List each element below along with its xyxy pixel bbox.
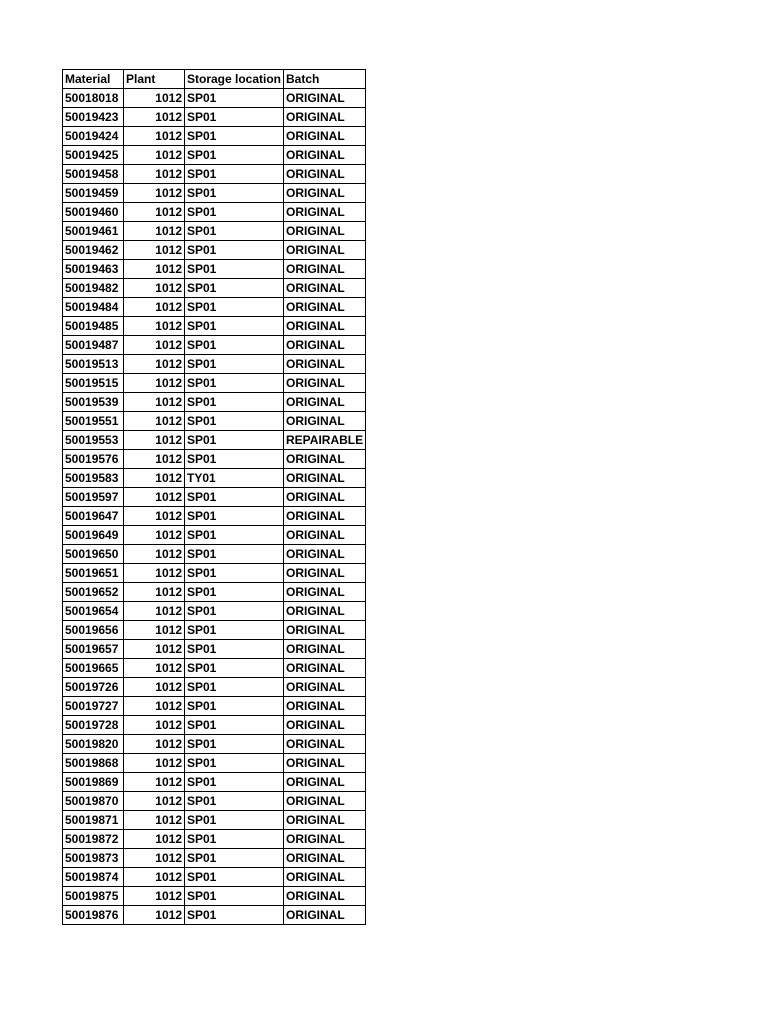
cell-plant: 1012 xyxy=(124,431,185,450)
cell-batch: ORIGINAL xyxy=(284,697,366,716)
cell-material: 50019870 xyxy=(63,792,124,811)
cell-plant: 1012 xyxy=(124,526,185,545)
cell-batch: ORIGINAL xyxy=(284,127,366,146)
table-row xyxy=(63,887,366,906)
table-row xyxy=(63,184,366,203)
cell-storage-location: SP01 xyxy=(185,317,284,336)
cell-batch: ORIGINAL xyxy=(284,659,366,678)
cell-material: 50019654 xyxy=(63,602,124,621)
cell-plant: 1012 xyxy=(124,792,185,811)
cell-storage-location: SP01 xyxy=(185,906,284,925)
cell-batch: ORIGINAL xyxy=(284,412,366,431)
cell-plant: 1012 xyxy=(124,412,185,431)
cell-material: 50019728 xyxy=(63,716,124,735)
cell-storage-location: SP01 xyxy=(185,222,284,241)
header-row xyxy=(63,70,366,89)
cell-plant: 1012 xyxy=(124,811,185,830)
table-row xyxy=(63,298,366,317)
cell-storage-location: SP01 xyxy=(185,355,284,374)
cell-plant: 1012 xyxy=(124,887,185,906)
cell-plant: 1012 xyxy=(124,583,185,602)
cell-plant: 1012 xyxy=(124,716,185,735)
cell-storage-location: SP01 xyxy=(185,165,284,184)
cell-material: 50019576 xyxy=(63,450,124,469)
cell-plant: 1012 xyxy=(124,184,185,203)
cell-storage-location: SP01 xyxy=(185,184,284,203)
cell-storage-location: SP01 xyxy=(185,849,284,868)
cell-batch: REPAIRABLE xyxy=(284,431,366,450)
cell-storage-location: SP01 xyxy=(185,564,284,583)
cell-material: 50019484 xyxy=(63,298,124,317)
cell-plant: 1012 xyxy=(124,906,185,925)
cell-material: 50019727 xyxy=(63,697,124,716)
cell-storage-location: SP01 xyxy=(185,127,284,146)
cell-storage-location: SP01 xyxy=(185,336,284,355)
cell-plant: 1012 xyxy=(124,336,185,355)
cell-batch: ORIGINAL xyxy=(284,773,366,792)
cell-material: 50019657 xyxy=(63,640,124,659)
cell-plant: 1012 xyxy=(124,507,185,526)
cell-batch: ORIGINAL xyxy=(284,735,366,754)
cell-storage-location: SP01 xyxy=(185,868,284,887)
cell-storage-location: SP01 xyxy=(185,393,284,412)
table-row xyxy=(63,469,366,488)
cell-plant: 1012 xyxy=(124,279,185,298)
cell-storage-location: SP01 xyxy=(185,621,284,640)
table-row xyxy=(63,754,366,773)
header-storage-location: Storage location xyxy=(185,70,284,89)
table-row xyxy=(63,393,366,412)
cell-storage-location: SP01 xyxy=(185,108,284,127)
cell-storage-location: SP01 xyxy=(185,716,284,735)
cell-plant: 1012 xyxy=(124,241,185,260)
cell-material: 50019876 xyxy=(63,906,124,925)
cell-material: 50019650 xyxy=(63,545,124,564)
cell-storage-location: SP01 xyxy=(185,773,284,792)
table-row xyxy=(63,488,366,507)
cell-batch: ORIGINAL xyxy=(284,792,366,811)
cell-plant: 1012 xyxy=(124,697,185,716)
cell-batch: ORIGINAL xyxy=(284,203,366,222)
cell-plant: 1012 xyxy=(124,374,185,393)
cell-plant: 1012 xyxy=(124,298,185,317)
cell-plant: 1012 xyxy=(124,735,185,754)
table-row xyxy=(63,222,366,241)
cell-plant: 1012 xyxy=(124,602,185,621)
cell-plant: 1012 xyxy=(124,108,185,127)
cell-material: 50019462 xyxy=(63,241,124,260)
cell-batch: ORIGINAL xyxy=(284,450,366,469)
table-row xyxy=(63,108,366,127)
cell-storage-location: SP01 xyxy=(185,830,284,849)
cell-batch: ORIGINAL xyxy=(284,811,366,830)
table-row xyxy=(63,260,366,279)
cell-storage-location: SP01 xyxy=(185,887,284,906)
cell-material: 50019873 xyxy=(63,849,124,868)
cell-batch: ORIGINAL xyxy=(284,564,366,583)
cell-storage-location: SP01 xyxy=(185,431,284,450)
cell-plant: 1012 xyxy=(124,849,185,868)
cell-batch: ORIGINAL xyxy=(284,317,366,336)
cell-batch: ORIGINAL xyxy=(284,906,366,925)
cell-batch: ORIGINAL xyxy=(284,887,366,906)
cell-plant: 1012 xyxy=(124,830,185,849)
cell-batch: ORIGINAL xyxy=(284,678,366,697)
cell-storage-location: SP01 xyxy=(185,260,284,279)
cell-plant: 1012 xyxy=(124,89,185,108)
cell-material: 50019651 xyxy=(63,564,124,583)
cell-plant: 1012 xyxy=(124,545,185,564)
table-row xyxy=(63,526,366,545)
cell-material: 50019425 xyxy=(63,146,124,165)
cell-plant: 1012 xyxy=(124,564,185,583)
cell-batch: ORIGINAL xyxy=(284,469,366,488)
cell-material: 50019872 xyxy=(63,830,124,849)
cell-storage-location: SP01 xyxy=(185,602,284,621)
cell-material: 50019424 xyxy=(63,127,124,146)
cell-material: 50019875 xyxy=(63,887,124,906)
cell-plant: 1012 xyxy=(124,355,185,374)
table-row xyxy=(63,830,366,849)
cell-plant: 1012 xyxy=(124,868,185,887)
cell-batch: ORIGINAL xyxy=(284,545,366,564)
table-row xyxy=(63,165,366,184)
cell-batch: ORIGINAL xyxy=(284,355,366,374)
cell-material: 50018018 xyxy=(63,89,124,108)
cell-material: 50019487 xyxy=(63,336,124,355)
cell-material: 50019551 xyxy=(63,412,124,431)
cell-material: 50019597 xyxy=(63,488,124,507)
cell-material: 50019463 xyxy=(63,260,124,279)
table-row xyxy=(63,906,366,925)
table-row xyxy=(63,127,366,146)
table-row xyxy=(63,735,366,754)
cell-material: 50019539 xyxy=(63,393,124,412)
cell-material: 50019665 xyxy=(63,659,124,678)
table-row xyxy=(63,203,366,222)
table-row xyxy=(63,146,366,165)
cell-material: 50019652 xyxy=(63,583,124,602)
cell-batch: ORIGINAL xyxy=(284,830,366,849)
table-row xyxy=(63,621,366,640)
cell-storage-location: SP01 xyxy=(185,298,284,317)
table-row xyxy=(63,583,366,602)
header-material: Material xyxy=(63,70,124,89)
cell-storage-location: SP01 xyxy=(185,526,284,545)
table-row xyxy=(63,602,366,621)
cell-material: 50019458 xyxy=(63,165,124,184)
table-row xyxy=(63,336,366,355)
cell-material: 50019459 xyxy=(63,184,124,203)
cell-batch: ORIGINAL xyxy=(284,849,366,868)
cell-material: 50019820 xyxy=(63,735,124,754)
table-row xyxy=(63,279,366,298)
cell-batch: ORIGINAL xyxy=(284,184,366,203)
cell-material: 50019553 xyxy=(63,431,124,450)
cell-batch: ORIGINAL xyxy=(284,241,366,260)
cell-plant: 1012 xyxy=(124,640,185,659)
cell-batch: ORIGINAL xyxy=(284,89,366,108)
cell-storage-location: SP01 xyxy=(185,754,284,773)
table-row xyxy=(63,792,366,811)
cell-material: 50019726 xyxy=(63,678,124,697)
cell-batch: ORIGINAL xyxy=(284,298,366,317)
cell-storage-location: SP01 xyxy=(185,146,284,165)
cell-storage-location: SP01 xyxy=(185,203,284,222)
cell-material: 50019485 xyxy=(63,317,124,336)
cell-batch: ORIGINAL xyxy=(284,393,366,412)
cell-plant: 1012 xyxy=(124,393,185,412)
cell-batch: ORIGINAL xyxy=(284,279,366,298)
cell-material: 50019460 xyxy=(63,203,124,222)
cell-plant: 1012 xyxy=(124,260,185,279)
table-row xyxy=(63,564,366,583)
cell-batch: ORIGINAL xyxy=(284,868,366,887)
cell-material: 50019869 xyxy=(63,773,124,792)
cell-plant: 1012 xyxy=(124,469,185,488)
cell-plant: 1012 xyxy=(124,317,185,336)
table-row xyxy=(63,355,366,374)
cell-storage-location: SP01 xyxy=(185,583,284,602)
cell-storage-location: TY01 xyxy=(185,469,284,488)
cell-storage-location: SP01 xyxy=(185,507,284,526)
table-row xyxy=(63,640,366,659)
cell-plant: 1012 xyxy=(124,222,185,241)
cell-plant: 1012 xyxy=(124,773,185,792)
cell-storage-location: SP01 xyxy=(185,697,284,716)
material-table xyxy=(62,69,366,925)
table-row xyxy=(63,431,366,450)
table-row xyxy=(63,450,366,469)
cell-storage-location: SP01 xyxy=(185,488,284,507)
cell-material: 50019513 xyxy=(63,355,124,374)
cell-storage-location: SP01 xyxy=(185,374,284,393)
cell-plant: 1012 xyxy=(124,659,185,678)
cell-storage-location: SP01 xyxy=(185,640,284,659)
table-body xyxy=(63,89,366,925)
cell-material: 50019515 xyxy=(63,374,124,393)
cell-storage-location: SP01 xyxy=(185,279,284,298)
cell-plant: 1012 xyxy=(124,621,185,640)
cell-storage-location: SP01 xyxy=(185,241,284,260)
cell-batch: ORIGINAL xyxy=(284,526,366,545)
table-row xyxy=(63,659,366,678)
cell-plant: 1012 xyxy=(124,165,185,184)
cell-storage-location: SP01 xyxy=(185,89,284,108)
cell-batch: ORIGINAL xyxy=(284,488,366,507)
cell-plant: 1012 xyxy=(124,754,185,773)
cell-batch: ORIGINAL xyxy=(284,260,366,279)
cell-batch: ORIGINAL xyxy=(284,621,366,640)
cell-batch: ORIGINAL xyxy=(284,108,366,127)
cell-batch: ORIGINAL xyxy=(284,640,366,659)
cell-plant: 1012 xyxy=(124,678,185,697)
table-row xyxy=(63,241,366,260)
table-row xyxy=(63,716,366,735)
cell-storage-location: SP01 xyxy=(185,450,284,469)
cell-storage-location: SP01 xyxy=(185,735,284,754)
table-row xyxy=(63,849,366,868)
cell-plant: 1012 xyxy=(124,203,185,222)
cell-material: 50019482 xyxy=(63,279,124,298)
cell-material: 50019868 xyxy=(63,754,124,773)
cell-plant: 1012 xyxy=(124,127,185,146)
cell-batch: ORIGINAL xyxy=(284,507,366,526)
table-row xyxy=(63,507,366,526)
cell-batch: ORIGINAL xyxy=(284,374,366,393)
table-row xyxy=(63,811,366,830)
table-row xyxy=(63,374,366,393)
cell-storage-location: SP01 xyxy=(185,659,284,678)
table-row xyxy=(63,868,366,887)
cell-batch: ORIGINAL xyxy=(284,146,366,165)
cell-storage-location: SP01 xyxy=(185,678,284,697)
cell-material: 50019649 xyxy=(63,526,124,545)
cell-batch: ORIGINAL xyxy=(284,583,366,602)
cell-batch: ORIGINAL xyxy=(284,336,366,355)
table-row xyxy=(63,412,366,431)
header-plant: Plant xyxy=(124,70,185,89)
cell-storage-location: SP01 xyxy=(185,412,284,431)
cell-plant: 1012 xyxy=(124,488,185,507)
table-row xyxy=(63,773,366,792)
cell-plant: 1012 xyxy=(124,450,185,469)
cell-material: 50019423 xyxy=(63,108,124,127)
cell-batch: ORIGINAL xyxy=(284,754,366,773)
cell-storage-location: SP01 xyxy=(185,811,284,830)
header-batch: Batch xyxy=(284,70,366,89)
cell-storage-location: SP01 xyxy=(185,792,284,811)
cell-material: 50019656 xyxy=(63,621,124,640)
cell-material: 50019871 xyxy=(63,811,124,830)
cell-plant: 1012 xyxy=(124,146,185,165)
cell-batch: ORIGINAL xyxy=(284,222,366,241)
table-row xyxy=(63,89,366,108)
cell-storage-location: SP01 xyxy=(185,545,284,564)
cell-batch: ORIGINAL xyxy=(284,602,366,621)
cell-batch: ORIGINAL xyxy=(284,716,366,735)
table-row xyxy=(63,545,366,564)
cell-material: 50019647 xyxy=(63,507,124,526)
cell-batch: ORIGINAL xyxy=(284,165,366,184)
table-row xyxy=(63,678,366,697)
table-row xyxy=(63,697,366,716)
cell-material: 50019461 xyxy=(63,222,124,241)
cell-material: 50019874 xyxy=(63,868,124,887)
table-row xyxy=(63,317,366,336)
cell-material: 50019583 xyxy=(63,469,124,488)
